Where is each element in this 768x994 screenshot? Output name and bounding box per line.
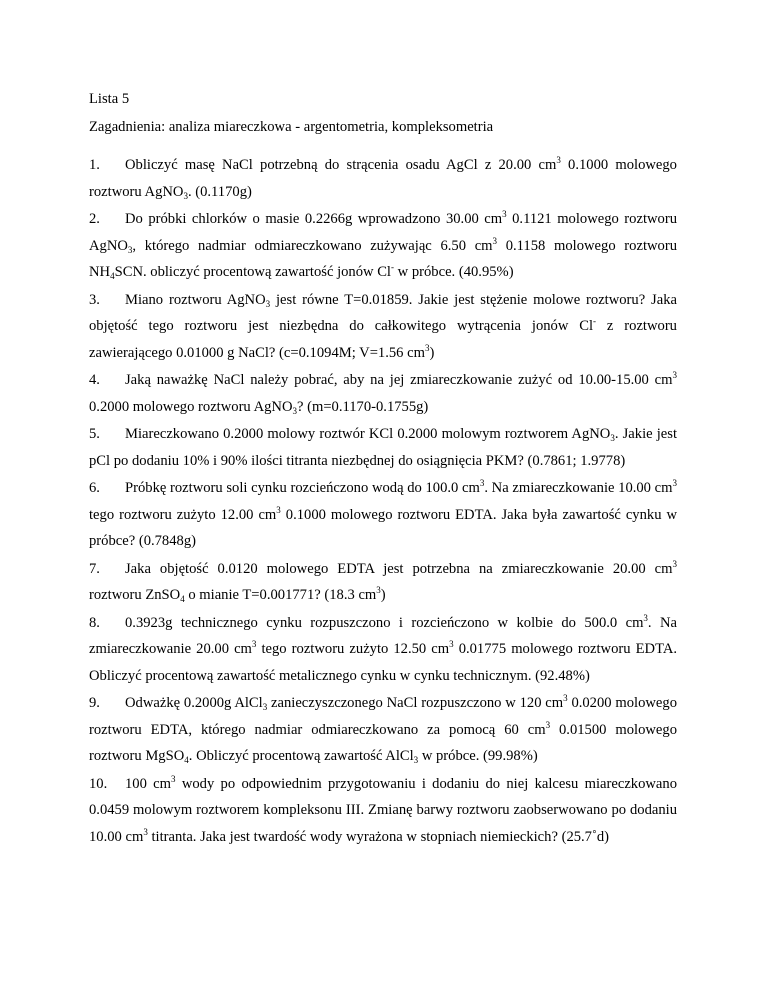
problem-number: 1. (89, 157, 100, 173)
problem-text: 0.3923g technicznego cynku rozpuszczono i rozcieńczono w kolbie do 500.0 $cm^3$. Na zmiareczkowanie 20.00 $cm^3$ tego roztworu zużyto 12.50 $cm^3$ 0.01775 molowego roztworu EDTA. Obliczyć procentową zawartość metalicznego cynku w cynku technicznym. (92.48%) (89, 612, 678, 684)
problem-item (89, 771, 677, 851)
problem-list (89, 152, 677, 851)
problem-text: Jaką naważkę NaCl należy pobrać, aby na jej zmiareczkowanie zużyć od 10.00-15.00 $cm^3$ 0.2000 molowego roztworu AgNO$_3$? (m=0.1170-0.1755g) (89, 370, 677, 416)
problem-text: Miano roztworu AgNO$_3$ jest równe T=0.01859. Jakie jest stężenie molowe roztworu? Jaka objętość tego roztworu jest niezbędna do całkowitego wytrącenia jonów Cl- z roztworu zawierającego 0.01000 g NaCl? (c=0.1094M; V=1.56 $cm^3$) (89, 291, 677, 361)
problem-number: 9. (89, 695, 100, 711)
problem-item (89, 475, 677, 555)
problem-number: 6. (89, 480, 100, 496)
document-title: Lista 5 (89, 91, 130, 107)
problem-item (89, 287, 677, 367)
problem-item (89, 206, 677, 286)
problem-text: 100 $cm^3$ wody po odpowiednim przygotowaniu i dodaniu do niej kalcesu miareczkowano 0.0459 molowym roztworem kompleksonu III. Zmianę barwy roztworu zaobserwowano po dodaniu 10.00 $cm^3$ titranta. Jaka jest twardość wody wyrażona w stopniach niemieckich? (25.7˚d) (89, 773, 678, 845)
problem-number: 10. (89, 775, 108, 792)
problem-number: 7. (89, 560, 100, 577)
problem-text: Jaka objętość 0.0120 molowego EDTA jest potrzebna na zmiareczkowanie 20.00 $cm^3$ roztworu ZnSO$_4$ o mianie T=0.001771? (18.3 $cm^3$) (89, 558, 677, 604)
problem-item (89, 610, 677, 690)
problem-item (89, 367, 677, 420)
problem-item (89, 690, 677, 770)
document-topics: Zagadnienia: analiza miareczkowa - argentometria, kompleksometria (89, 119, 494, 135)
problem-item (89, 421, 677, 474)
problem-text: Do próbki chlorków o masie 0.2266g wprowadzono 30.00 $cm^3$ 0.1121 molowego roztworu AgNO$_3$, którego nadmiar odmiareczkowano zużywając 6.50 $cm^3$ 0.1158 molowego roztworu $NH_4SCN$. obliczyć procentową zawartość jonów Cl- w próbce. (40.95%) (89, 209, 677, 281)
problem-number: 2. (89, 211, 100, 227)
problem-number: 5. (89, 426, 100, 442)
problem-number: 4. (89, 372, 100, 388)
problem-item (89, 152, 677, 205)
problem-text: Próbkę roztworu soli cynku rozcieńczono wodą do 100.0 $cm^3$. Na zmiareczkowanie 10.00 $cm^3$ tego roztworu zużyto 12.00 $cm^3$ 0.1000 molowego roztworu EDTA. Jaka była zawartość cynku w próbce? (0.7848g) (89, 478, 678, 549)
problem-text: Obliczyć masę NaCl potrzebną do strącenia osadu AgCl z 20.00 $cm^3$ 0.1000 molowego roztworu AgNO$_3$. (0.1170g) (89, 155, 677, 201)
problem-number: 8. (89, 614, 100, 631)
problem-item (89, 556, 677, 609)
problem-number: 3. (89, 291, 100, 308)
problem-text: Odważkę 0.2000g AlCl$_3$ zanieczyszczonego NaCl rozpuszczono w 120 $cm^3$ 0.0200 molowego roztworu EDTA, którego nadmiar odmiareczkowano za pomocą 60 $cm^3$ 0.01500 molowego roztworu MgSO$_4$. Obliczyć procentową zawartość AlCl$_3$ w próbce. (99.98%) (89, 693, 677, 765)
problem-text: Miareczkowano 0.2000 molowy roztwór KCl 0.2000 molowym roztworem AgNO$_3$. Jakie jest pCl po dodaniu 10% i 90% ilości titranta niezbędnej do osiągnięcia PKM? (0.7861; 1.9778) (89, 426, 677, 469)
